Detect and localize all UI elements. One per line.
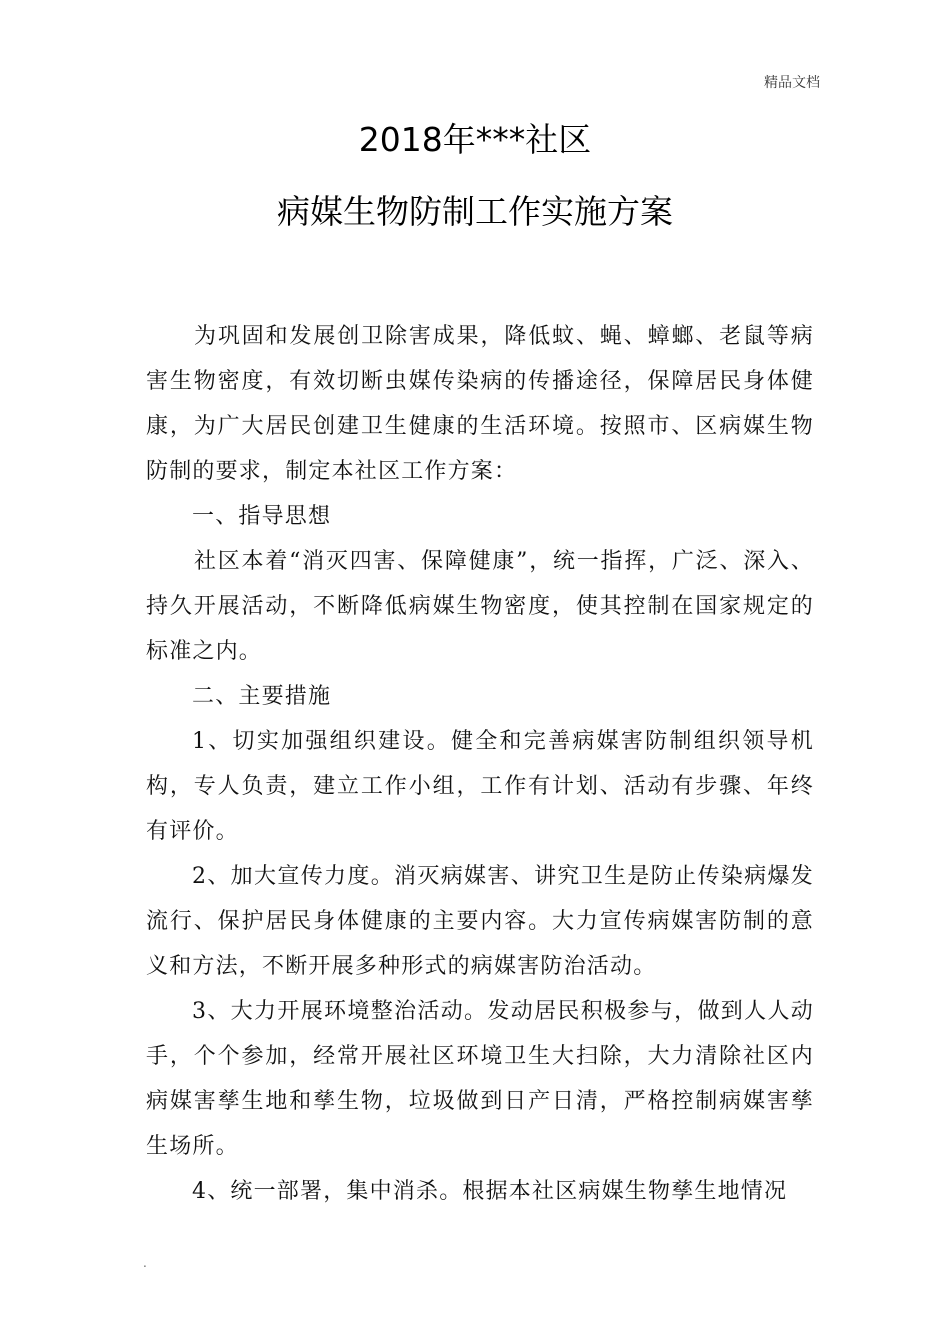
footer-mark: . [143, 1256, 147, 1270]
intro-paragraph: 为巩固和发展创卫除害成果，降低蚊、蝇、蟑螂、老鼠等病害生物密度，有效切断虫媒传染病的传播途径，保障居民身体健康，为广大居民创建卫生健康的生活环境。按照市、区病媒生物防制的要求，制定本社区工作方案： [146, 324, 814, 484]
measure-item-4: 4、统一部署，集中消杀。根据本社区病媒生物孳生地情况 [192, 1179, 788, 1204]
measure-item-2: 2、加大宣传力度。消灭病媒害、讲究卫生是防止传染病爆发流行、保护居民身体健康的主要内容。大力宣传病媒害防制的意义和方法，不断开展多种形式的病媒害防治活动。 [146, 864, 814, 979]
document-title-line-1: 2018年***社区 [358, 120, 592, 159]
document-title-line-2: 病媒生物防制工作实施方案 [277, 192, 673, 231]
section-heading-main-measures: 二、主要措施 [192, 684, 332, 709]
measure-item-1: 1、切实加强组织建设。健全和完善病媒害防制组织领导机构，专人负责，建立工作小组，工作有计划、活动有步骤、年终有评价。 [146, 729, 814, 844]
header-tag: 精品文档 [764, 75, 820, 91]
document-body [146, 314, 814, 1214]
section-heading-guiding-thought: 一、指导思想 [192, 504, 332, 529]
guiding-paragraph: 社区本着“消灭四害、保障健康”，统一指挥，广泛、深入、持久开展活动，不断降低病媒生物密度，使其控制在国家规定的标准之内。 [146, 549, 814, 664]
measure-item-3: 3、大力开展环境整治活动。发动居民积极参与，做到人人动手，个个参加，经常开展社区环境卫生大扫除，大力清除社区内病媒害孳生地和孳生物，垃圾做到日产日清，严格控制病媒害孳生场所。 [146, 999, 814, 1159]
